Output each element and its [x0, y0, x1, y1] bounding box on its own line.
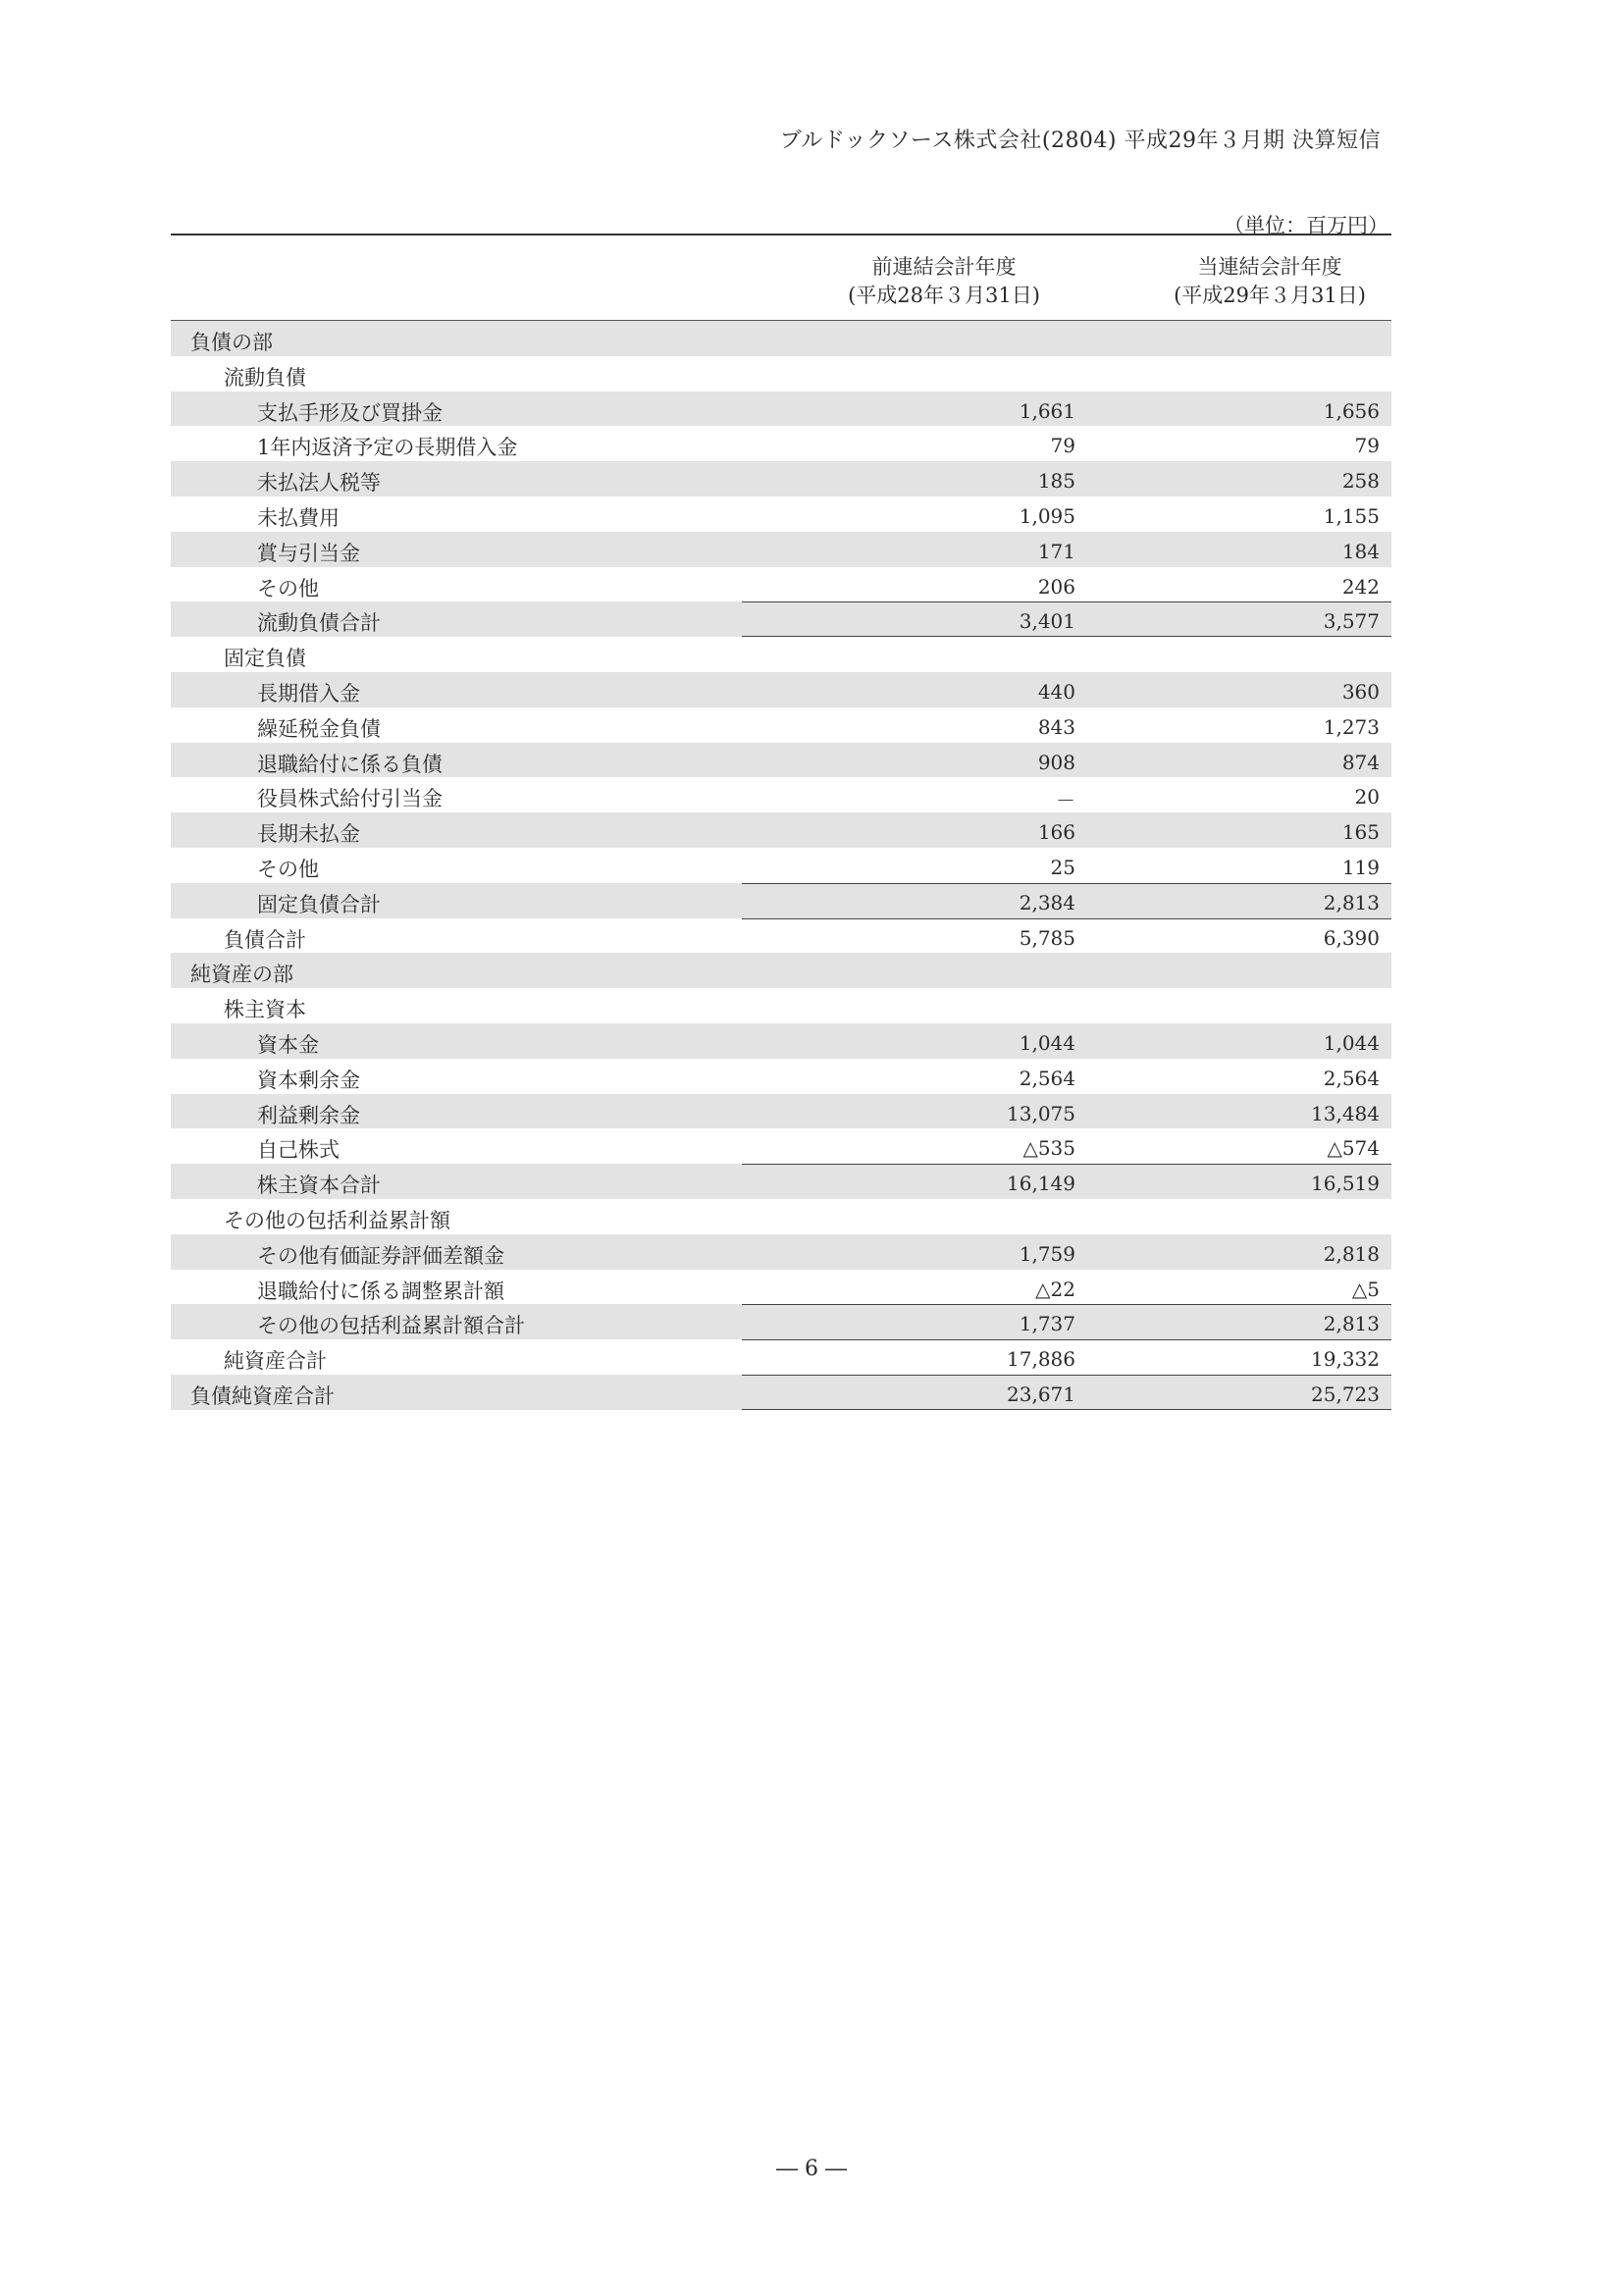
row-label: 負債の部 [190, 331, 273, 354]
cur-period-value: 13,484 [1311, 1101, 1380, 1125]
cur-period-value: △5 [1351, 1277, 1380, 1301]
cur-period-value: 20 [1354, 785, 1380, 809]
prev-period-value: 23,671 [1007, 1382, 1075, 1406]
subtotal-rule [742, 601, 1066, 602]
row-label: 自己株式 [257, 1138, 340, 1163]
cur-period-value: 184 [1341, 539, 1380, 563]
row-label: 純資産の部 [190, 963, 293, 987]
row-label: その他有価証券評価差額金 [257, 1243, 504, 1268]
table-row [171, 1199, 1391, 1234]
column-headers [171, 235, 1391, 320]
prev-period-value: 2,384 [1019, 890, 1075, 914]
table-row [171, 356, 1391, 391]
prev-period-value: 1,044 [1019, 1030, 1075, 1055]
prev-period-value: 17,886 [1007, 1347, 1075, 1372]
row-label: 資本剰余金 [257, 1068, 360, 1092]
prev-period-value: 5,785 [1019, 925, 1075, 950]
prev-period-value: △535 [1022, 1136, 1075, 1161]
cur-period-value: 874 [1341, 750, 1380, 774]
cur-period-value: 119 [1341, 855, 1380, 879]
prev-period-header [807, 253, 1081, 310]
cur-period-value: 16,519 [1311, 1172, 1380, 1196]
subtotal-rule [1066, 1304, 1391, 1305]
table-row [171, 953, 1391, 988]
subtotal-rule [742, 883, 1066, 884]
prev-period-value: 166 [1037, 820, 1075, 845]
cur-period-value: 258 [1341, 469, 1380, 494]
prev-period-value: 843 [1037, 714, 1075, 739]
cur-period-value: 2,813 [1323, 1312, 1380, 1336]
row-label: その他 [257, 576, 319, 600]
table-row [171, 743, 1391, 778]
prev-period-date: (平成28年３月31日) [848, 284, 1040, 307]
prev-period-value: 3,401 [1019, 609, 1075, 634]
cur-period-value: 242 [1341, 574, 1380, 599]
prev-period-value: － [1056, 789, 1075, 813]
table-row [171, 707, 1391, 743]
cur-period-value: 25,723 [1311, 1382, 1380, 1406]
subtotal-rule [1066, 1164, 1391, 1165]
table-row [171, 461, 1391, 496]
table-row [171, 883, 1391, 918]
subtotal-rule [1066, 918, 1391, 919]
prev-period-value: 440 [1037, 679, 1075, 704]
subtotal-rule [742, 1164, 1066, 1165]
prev-period-value: 908 [1037, 750, 1075, 774]
row-label: 利益剰余金 [257, 1103, 360, 1127]
row-label: 退職給付に係る負債 [257, 752, 443, 776]
table-row [171, 812, 1391, 848]
prev-period-value: 13,075 [1007, 1101, 1075, 1125]
row-label: 役員株式給付引当金 [257, 787, 443, 811]
cur-period-date: (平成29年３月31日) [1174, 284, 1366, 307]
cur-period-value: 19,332 [1311, 1347, 1380, 1372]
table-row [171, 1234, 1391, 1270]
cur-period-value: 3,577 [1323, 609, 1380, 634]
subtotal-rule [742, 918, 1066, 919]
row-label: 負債合計 [224, 927, 306, 952]
row-label: 流動負債合計 [257, 611, 381, 636]
table-row [171, 601, 1391, 637]
row-label: 未払法人税等 [257, 471, 381, 496]
subtotal-rule [1066, 883, 1391, 884]
row-label: 負債純資産合計 [190, 1383, 335, 1408]
cur-period-value: 6,390 [1323, 925, 1380, 950]
row-label: 未払費用 [257, 505, 340, 530]
subtotal-rule [742, 1375, 1066, 1376]
row-label: 流動負債 [224, 365, 306, 390]
table-row [171, 637, 1391, 672]
row-label: 退職給付に係る調整累計額 [257, 1278, 504, 1303]
table-row [171, 567, 1391, 602]
subtotal-rule [742, 1339, 1066, 1340]
prev-period-value: 79 [1050, 434, 1075, 458]
table-row [171, 1375, 1391, 1410]
row-label: 株主資本 [224, 998, 306, 1022]
row-label: 株主資本合計 [257, 1174, 381, 1198]
table-row [171, 777, 1391, 812]
row-label: 純資産合計 [224, 1349, 327, 1374]
cur-period-value: 79 [1354, 434, 1380, 458]
table-row [171, 1059, 1391, 1094]
prev-period-value: △22 [1035, 1277, 1075, 1301]
cur-period-value: 1,273 [1323, 714, 1380, 739]
prev-period-value: 185 [1037, 469, 1075, 494]
table-row [171, 1304, 1391, 1339]
row-label: その他 [257, 857, 319, 881]
table-row [171, 1094, 1391, 1129]
table-row [171, 532, 1391, 567]
subtotal-rule [1066, 1339, 1391, 1340]
table-row [171, 918, 1391, 954]
cur-period-value: 1,155 [1323, 503, 1380, 528]
subtotal-rule [742, 1304, 1066, 1305]
table-row [171, 1128, 1391, 1164]
row-label: 賞与引当金 [257, 541, 360, 565]
cur-period-title: 当連結会計年度 [1197, 255, 1342, 279]
cur-period-value: 2,813 [1323, 890, 1380, 914]
row-label: 1年内返済予定の長期借入金 [257, 436, 518, 460]
prev-period-value: 16,149 [1007, 1172, 1075, 1196]
row-label: 固定負債合計 [257, 892, 381, 916]
row-label: その他の包括利益累計額 [224, 1208, 450, 1232]
prev-period-value: 1,759 [1019, 1241, 1075, 1266]
table-body [171, 320, 1391, 1410]
cur-period-value: 165 [1341, 820, 1380, 845]
row-label: 支払手形及び買掛金 [257, 400, 443, 425]
table-row [171, 496, 1391, 532]
prev-period-title: 前連結会計年度 [871, 255, 1017, 279]
subtotal-rule [1066, 601, 1391, 602]
table-row [171, 426, 1391, 461]
table-row [171, 672, 1391, 707]
cur-period-value: 1,044 [1323, 1030, 1380, 1055]
prev-period-value: 1,095 [1019, 503, 1075, 528]
balance-sheet-table [171, 234, 1391, 1410]
table-row [171, 1339, 1391, 1375]
table-row [171, 1023, 1391, 1059]
table-row [171, 321, 1391, 356]
prev-period-value: 1,661 [1019, 398, 1075, 423]
prev-period-value: 171 [1037, 539, 1075, 563]
table-row [171, 391, 1391, 427]
row-label: 固定負債 [224, 647, 306, 671]
prev-period-value: 206 [1037, 574, 1075, 599]
table-row [171, 1270, 1391, 1305]
row-label: 資本金 [257, 1032, 319, 1057]
cur-period-value: 1,656 [1323, 398, 1380, 423]
page-header: ブルドックソース株式会社(2804) 平成29年３月期 決算短信 [779, 129, 1381, 153]
cur-period-value: 2,564 [1323, 1066, 1380, 1090]
total-rule [742, 1409, 1066, 1410]
row-label: その他の包括利益累計額合計 [257, 1314, 525, 1338]
table-row [171, 1164, 1391, 1199]
row-label: 繰延税金負債 [257, 716, 381, 741]
table-row [171, 988, 1391, 1023]
table-row [171, 848, 1391, 883]
unit-label: （単位：百万円） [1224, 214, 1388, 237]
subtotal-rule [1066, 1375, 1391, 1376]
prev-period-value: 25 [1050, 855, 1075, 879]
row-label: 長期借入金 [257, 681, 360, 705]
cur-period-value: 360 [1341, 679, 1380, 704]
prev-period-value: 1,737 [1019, 1312, 1075, 1336]
cur-period-value: △574 [1327, 1136, 1380, 1161]
cur-period-header [1132, 253, 1407, 310]
page-number: ― 6 ― [776, 2157, 847, 2181]
row-label: 長期未払金 [257, 822, 360, 847]
cur-period-value: 2,818 [1323, 1241, 1380, 1266]
prev-period-value: 2,564 [1019, 1066, 1075, 1090]
total-rule [1066, 1409, 1391, 1410]
